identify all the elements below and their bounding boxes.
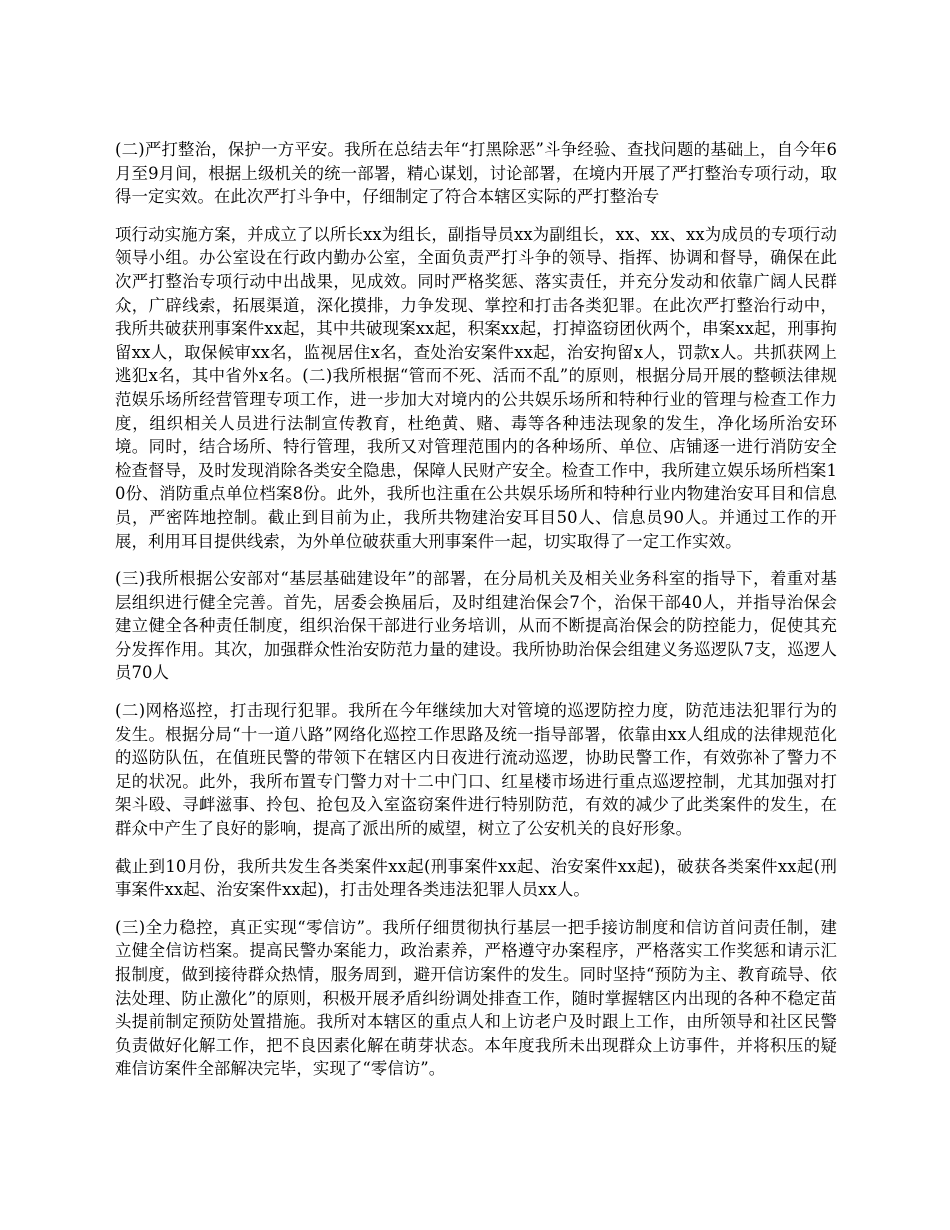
paragraph-grid-patrol: (二)网格巡控，打击现行犯罪。我所在今年继续加大对管境的巡逻防控力度，防范违法犯罪行为的发生。根据分局“十一道八路”网络化巡控工作思路及统一指导部署，依靠由xx人组成的法律规范化的巡防队伍，在值班民警的带领下在辖区内日夜进行流动巡逻，协助民警工作，有效弥补了警力不足的状况。此外，我所布置专门警力对十二中门口、红星楼市场进行重点巡逻控制，尤其加强对打架斗殴、寻衅滋事、拎包、抢包及入室盗窃案件进行特别防范，有效的减少了此类案件的发生，在群众中产生了良好的影响，提高了派出所的威望，树立了公安机关的良好形象。 (115, 701, 837, 839)
paragraph-case-statistics: 截止到10月份，我所共发生各类案件xx起(刑事案件xx起、治安案件xx起)，破获各类案件xx起(刑事案件xx起、治安案件xx起)，打击处理各类违法犯罪人员xx人。 (115, 856, 837, 900)
paragraph-zero-petition: (三)全力稳控，真正实现“零信访”。我所仔细贯彻执行基层一把手接访制度和信访首问责任制，建立健全信访档案。提高民警办案能力，政治素养，严格遵守办案程序，严格落实工作奖惩和请示汇报制度，做到接待群众热情，服务周到，避开信访案件的发生。同时坚持“预防为主、教育疏导、依法处理、防止激化”的原则，积极开展矛盾纠纷调处排查工作，随时掌握辖区内出现的各种不稳定苗头提前制定预防处置措施。我所对本辖区的重点人和上访老户及时跟上工作，由所领导和社区民警负责做好化解工作，把不良因素化解在萌芽状态。本年度我所未出现群众上访事件，并将积压的疑难信访案件全部解决完毕，实现了“零信访”。 (115, 917, 837, 1079)
paragraph-crackdown-intro: (二)严打整治，保护一方平安。我所在总结去年“打黑除恶”斗争经验、查找问题的基础上，自今年6月至9月间，根据上级机关的统一部署，精心谋划，讨论部署，在境内开展了严打整治专项行动，取得一定实效。在此次严打斗争中，仔细制定了符合本辖区实际的严打整治专 (115, 140, 837, 207)
paragraph-grassroots-building: (三)我所根据公安部对“基层基础建设年”的部署，在分局机关及相关业务科室的指导下，着重对基层组织进行健全完善。首先，居委会换届后，及时组建治保会7个，治保干部40人，并指导治保会建立健全各种责任制度，组织治保干部进行业务培训，从而不断提高治保会的防控能力，促使其充分发挥作用。其次，加强群众性治安防范力量的建设。我所协助治保会组建义务巡逻队7支，巡逻人员70人 (115, 569, 837, 683)
paragraph-crackdown-results: 项行动实施方案，并成立了以所长xx为组长，副指导员xx为副组长，xx、xx、xx为成员的专项行动领导小组。办公室设在行政内勤办公室，全面负责严打斗争的领导、指挥、协调和督导，确保在此次严打整治专项行动中出战果，见成效。同时严格奖惩、落实责任，并充分发动和依靠广阔人民群众，广辟线索，拓展渠道，深化摸排，力争发现、掌控和打击各类犯罪。在此次严打整治行动中，我所共破获刑事案件xx起，其中共破现案xx起，积案xx起，打掉盗窃团伙两个，串案xx起，刑事拘留xx人，取保候审xx名，监视居住x名，查处治安案件xx起，治安拘留x人，罚款x人。共抓获网上逃犯x名，其中省外x名。(二)我所根据“管而不死、活而不乱”的原则，根据分局开展的整顿法律规范娱乐场所经营管理专项工作，进一步加大对境内的公共娱乐场所和特种行业的管理与检查工作力度，组织相关人员进行法制宣传教育，杜绝黄、赌、毒等各种违法现象的发生，净化场所治安环境。同时，结合场所、特行管理，我所又对管理范围内的各种场所、单位、店铺逐一进行消防安全检查督导，及时发现消除各类安全隐患，保障人民财产安全。检查工作中，我所建立娱乐场所档案10份、消防重点单位档案8份。此外，我所也注重在公共娱乐场所和特种行业内物建治安耳目和信息员，严密阵地控制。截止到目前为止，我所共物建治安耳目50人、信息员90人。并通过工作的开展，利用耳目提供线索，为外单位破获重大刑事案件一起，切实取得了一定工作实效。 (115, 224, 837, 551)
document-page (115, 138, 837, 1095)
